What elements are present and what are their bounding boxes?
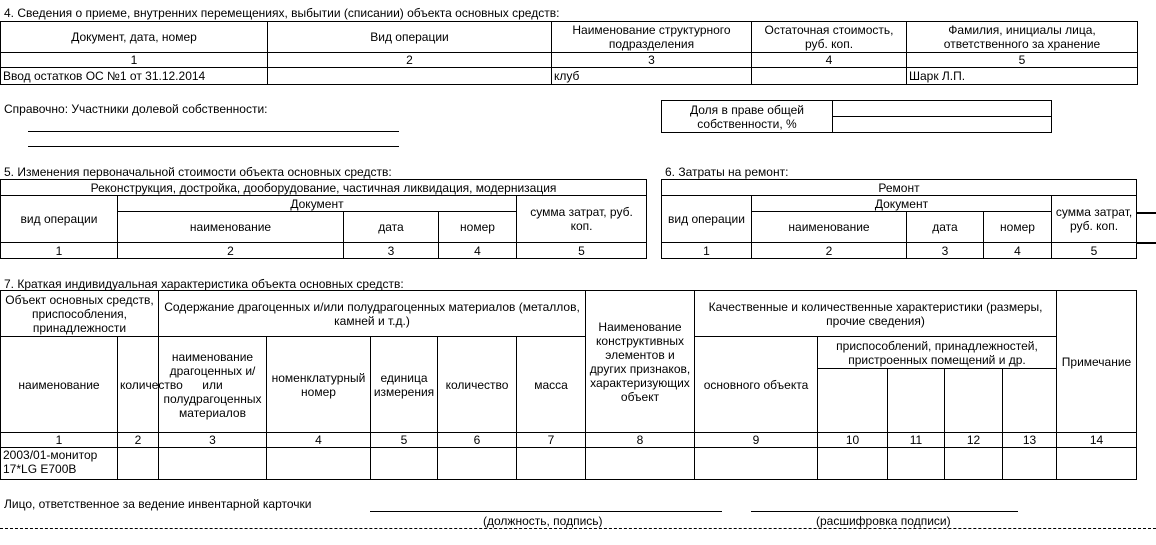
- section-6-title: 6. Затраты на ремонт:: [665, 165, 789, 179]
- col-number: 1: [1, 53, 268, 68]
- cell-unit[interactable]: [371, 448, 438, 480]
- header-nomenclature: номенклатурный номер: [267, 337, 371, 433]
- col-number: 6: [438, 433, 517, 448]
- header-number: номер: [984, 212, 1052, 243]
- section-7-table: [0, 290, 1137, 480]
- col-number: 11: [888, 433, 945, 448]
- cut-line: [0, 528, 1156, 529]
- header-date: дата: [907, 212, 984, 243]
- section-5-title: 5. Изменения первоначальной стоимости объекта основных средств:: [4, 165, 392, 179]
- cell-quantity[interactable]: [438, 448, 517, 480]
- section-6-table: [661, 179, 1137, 259]
- col-number: 1: [1, 243, 118, 259]
- col-number: 3: [907, 243, 984, 259]
- shared-ownership-label: Справочно: Участники долевой собственности:: [4, 102, 268, 116]
- header-name: наименование: [118, 212, 344, 243]
- cell-document[interactable]: Ввод остатков ОС №1 от 31.12.2014: [1, 68, 268, 85]
- cell-fixture-12[interactable]: [945, 448, 1003, 480]
- header-main-object: основного объекта: [695, 337, 818, 433]
- header-number: номер: [439, 212, 517, 243]
- header-construct-elements: Наименование конструктивных элементов и других признаков, характеризующих объект: [586, 291, 695, 433]
- header-name: наименование: [1, 337, 118, 433]
- header-responsible: Фамилия, инициалы лица, ответственного за хранение: [907, 22, 1138, 53]
- position-signature-line[interactable]: [370, 511, 722, 512]
- col-number: 2: [268, 53, 552, 68]
- cell-mass[interactable]: [517, 448, 586, 480]
- fixture-col-13: [1003, 369, 1056, 432]
- col-number: 1: [1, 433, 118, 448]
- header-quantity-short: количество: [118, 337, 159, 433]
- precious-group-header: Содержание драгоценных и/или полудрагоценных материалов (металлов, камней и т.д.): [159, 291, 586, 337]
- header-quantity: количество: [438, 337, 517, 433]
- col-number: 9: [695, 433, 818, 448]
- col-number: 3: [552, 53, 752, 68]
- header-sum: сумма затрат, руб. коп.: [1052, 196, 1137, 243]
- object-group-header: Объект основных средств, приспособления, принадлежности: [1, 291, 159, 337]
- quality-group-header: Качественные и количественные характеристики (размеры, прочие сведения): [695, 291, 1057, 337]
- section-4-title: 4. Сведения о приеме, внутренних перемещениях, выбытии (списании) объекта основных средств:: [4, 6, 560, 20]
- header-residual-value: Остаточная стоимость, руб. коп.: [752, 22, 907, 53]
- fixtures-header-cell: [818, 337, 1057, 433]
- share-table: [661, 100, 1052, 133]
- section-7-title: 7. Краткая индивидуальная характеристика объекта основных средств:: [4, 277, 404, 291]
- cell-operation[interactable]: [268, 68, 552, 85]
- signature-decoding-caption: (расшифровка подписи): [816, 514, 951, 528]
- col-number: 5: [907, 53, 1138, 68]
- header-document: Документ, дата, номер: [1, 22, 268, 53]
- cell-residual-value[interactable]: [752, 68, 907, 85]
- cell-fixture-10[interactable]: [818, 448, 888, 480]
- section-4-table: [0, 21, 1138, 85]
- share-label: Доля в праве общей собственности, %: [662, 101, 833, 133]
- col-number: 8: [586, 433, 695, 448]
- col-number: 14: [1057, 433, 1137, 448]
- margin-mark-top: [1137, 212, 1156, 214]
- col-number: 2: [118, 433, 159, 448]
- header-name: наименование: [752, 212, 907, 243]
- participant-line-2[interactable]: [28, 146, 399, 147]
- header-document: Документ: [118, 196, 517, 212]
- header-sum: сумма затрат, руб. коп.: [517, 196, 647, 243]
- signature-decoding-line[interactable]: [751, 511, 1018, 512]
- col-number: 4: [439, 243, 517, 259]
- col-number: 10: [818, 433, 888, 448]
- header-mass: масса: [517, 337, 586, 433]
- cell-quantity-short[interactable]: [118, 448, 159, 480]
- header-unit: единица измерения: [371, 337, 438, 433]
- fixture-col-10: [818, 369, 888, 432]
- col-number: 5: [371, 433, 438, 448]
- responsible-person-label: Лицо, ответственное за ведение инвентарной карточки: [4, 497, 312, 511]
- cell-precious-name[interactable]: [159, 448, 267, 480]
- col-number: 4: [984, 243, 1052, 259]
- cell-division[interactable]: клуб: [552, 68, 752, 85]
- cell-fixture-13[interactable]: [1003, 448, 1057, 480]
- section-5-table: [0, 179, 647, 259]
- cell-object-name[interactable]: 2003/01-монитор 17*LG E700B: [1, 448, 118, 480]
- position-signature-caption: (должность, подпись): [483, 514, 603, 528]
- header-operation-type: вид операции: [1, 196, 118, 243]
- cell-main-object[interactable]: [695, 448, 818, 480]
- fixture-col-11: [888, 369, 945, 432]
- col-number: 2: [752, 243, 907, 259]
- col-number: 4: [267, 433, 371, 448]
- header-note: Примечание: [1057, 291, 1137, 433]
- participant-line-1[interactable]: [28, 131, 399, 132]
- reconstruction-group-header: Реконструкция, достройка, дооборудование, частичная ликвидация, модернизация: [1, 180, 647, 196]
- cell-construct-elements[interactable]: [586, 448, 695, 480]
- repair-group-header: Ремонт: [662, 180, 1137, 196]
- col-number: 12: [945, 433, 1003, 448]
- col-number: 5: [517, 243, 647, 259]
- share-value-2[interactable]: [833, 117, 1052, 133]
- header-precious-name: наименование драгоценных и/или полудрагоценных материалов: [159, 337, 267, 433]
- cell-nomenclature[interactable]: [267, 448, 371, 480]
- header-division: Наименование структурного подразделения: [552, 22, 752, 53]
- cell-note[interactable]: [1057, 448, 1137, 480]
- col-number: 5: [1052, 243, 1137, 259]
- col-number: 13: [1003, 433, 1057, 448]
- cell-fixture-11[interactable]: [888, 448, 945, 480]
- col-number: 7: [517, 433, 586, 448]
- col-number: 3: [159, 433, 267, 448]
- header-operation: Вид операции: [268, 22, 552, 53]
- col-number: 4: [752, 53, 907, 68]
- col-number: 2: [118, 243, 344, 259]
- header-document: Документ: [752, 196, 1052, 212]
- margin-mark-bottom: [1137, 242, 1156, 244]
- header-fixtures: приспособлений, принадлежностей, пристроенных помещений и др.: [818, 337, 1056, 369]
- header-date: дата: [344, 212, 439, 243]
- header-operation-type: вид операции: [662, 196, 752, 243]
- cell-responsible[interactable]: Шарк Л.П.: [907, 68, 1138, 85]
- share-value-1[interactable]: [833, 101, 1052, 117]
- col-number: 1: [662, 243, 752, 259]
- fixture-col-12: [945, 369, 1003, 432]
- col-number: 3: [344, 243, 439, 259]
